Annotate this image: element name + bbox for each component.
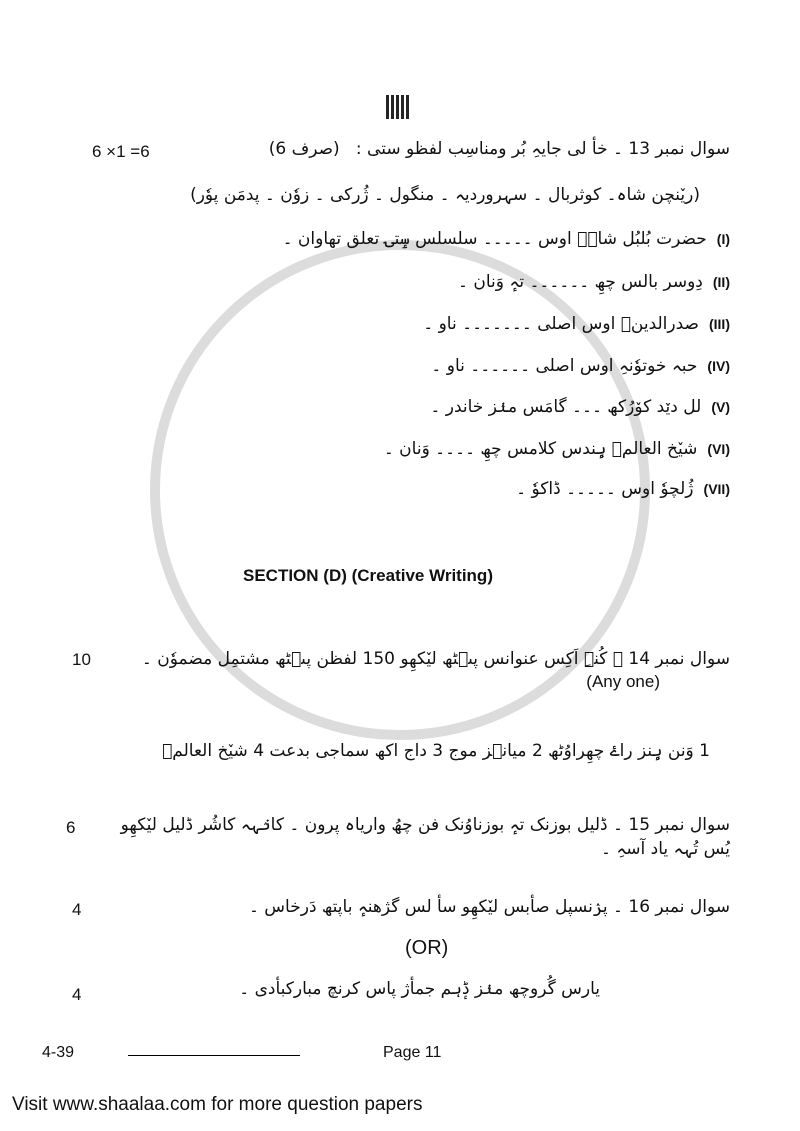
- q16-marks: 4: [72, 900, 82, 919]
- q13-item: (VI)شیٚخ العالمؒ ہٕندس کلامس چھِ ۔۔۔۔ وَنان ۔: [383, 439, 730, 459]
- q16-title: سوال نمبر 16 ۔ پرٛنسپل صأبس لیٚکھِو سأ لس گژھنہٕ باپتھ دَرخاس ۔: [248, 897, 730, 917]
- q14-marks: 10: [72, 650, 91, 669]
- or-label: (OR): [405, 937, 449, 959]
- q13-item: (I)حضرت بُلبُل شاہؒ اوس ۔۔۔۔۔ سلسلس سٟتۍ تعلق تھاوان ۔: [282, 229, 730, 249]
- visit-link[interactable]: Visit www.shaalaa.com for more question papers: [12, 1094, 423, 1115]
- q15-marks: 6: [66, 818, 76, 837]
- section-d-heading: SECTION (D) (Creative Writing): [243, 566, 493, 585]
- q15-title: سوال نمبر 15 ۔ ڈلیل بوزنک تہٕ بوزناوُنک فن چھُ واریاہ پرون ۔ کانٛہہ کاشُر ڈلیل لیٚکھِو یُس تُہہ یاد آسہِ ۔: [120, 815, 730, 859]
- q16-alt: یارس گُروچھ منٛز ڈٕہم جمأژ پاس کرنچ مبارکبأدی ۔: [239, 979, 600, 999]
- q13-marks: 6 ×1 =6: [92, 142, 150, 161]
- q13-title: سوال نمبر 13 ۔ خأ لی جایہِ بُر ومناسِب لفظو ستی : (صرف 6): [268, 139, 730, 159]
- q14-title: سوال نمبر 14 ۔ کُنہِ اَکِس عنوانس پٮ۪ٹھ لیٚکھِو 150 لفظن پٮ۪ٹھ مشتمِل مضموٗن ۔: [141, 649, 730, 669]
- q14-block: [110, 648, 730, 692]
- qr-code-icon: [386, 95, 410, 119]
- q13-item: (V)لل دێد کوٚرُکھ ۔۔۔ گامَس منٛز خاندر ۔: [430, 397, 730, 417]
- q14-any-one: (Any one): [586, 671, 660, 691]
- q13-options: (ریٚنچن شاہ۔ کوثربال ۔ سہروردیہ ۔ منگول ۔ ژُرکی ۔ زوٗن ۔ پدمَن پوٗر): [190, 185, 700, 205]
- page-number: Page 11: [383, 1044, 442, 1061]
- paper-code: 4-39: [42, 1044, 75, 1061]
- q13-item: (III)صدرالدینؒ اوس اصلی ۔۔۔۔۔۔۔ ناو ۔: [423, 314, 730, 334]
- q13-item: (II)دِوسر بالس چھِ ۔۔۔۔۔۔ تہٕ وَنان ۔: [458, 272, 730, 292]
- q16-alt-marks: 4: [72, 985, 82, 1004]
- footer-rule: [128, 1055, 300, 1056]
- q13-item: (VII)ژُلچوٗ اوس ۔۔۔۔۔ ڈاکوٗ ۔: [516, 479, 730, 499]
- q14-topics: 1 وَنن ہٕنز راۓ چھِراوُٹھ 2 میانٛز موج 3 داج اکھ سماجی بدعت 4 شیٚخ العالمؒ: [162, 741, 710, 761]
- q13-item: (IV)حبہ خوتوٗنہِ اوس اصلی ۔۔۔۔۔۔ ناو ۔: [431, 356, 730, 376]
